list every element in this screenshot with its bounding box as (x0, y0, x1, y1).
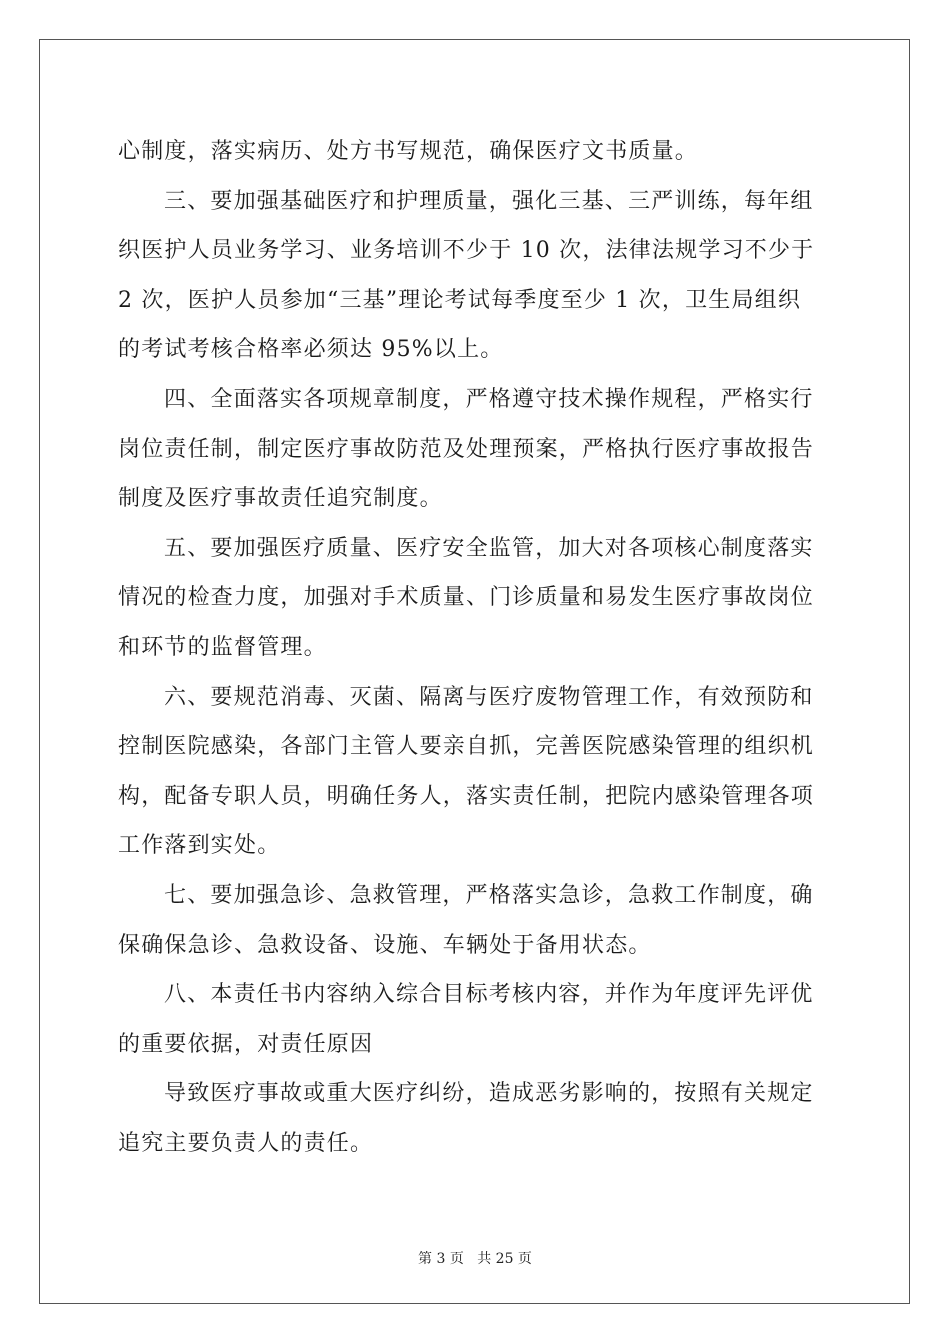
text-line: 制度及医疗事故责任追究制度。 (118, 486, 443, 512)
text-line: 六、要规范消毒、灭菌、隔离与医疗废物管理工作，有效预防和 (164, 684, 814, 710)
text-line: 的重要依据，对责任原因 (118, 1031, 374, 1057)
text-line: 四、全面落实各项规章制度，严格遵守技术操作规程，严格实行 (164, 386, 814, 412)
text-line: 工作落到实处。 (118, 833, 281, 859)
text-line: 的考试考核合格率必须达 95%以上。 (118, 337, 504, 363)
text-line: 七、要加强急诊、急救管理，严格落实急诊，急救工作制度，确 (164, 882, 814, 908)
document-body (118, 127, 832, 1168)
text-line: 追究主要负责人的责任。 (118, 1130, 374, 1156)
text-line: 情况的检查力度，加强对手术质量、门诊质量和易发生医疗事故岗位 (118, 585, 815, 611)
text-line: 导致医疗事故或重大医疗纠纷，造成恶劣影响的，按照有关规定 (164, 1081, 814, 1107)
text-line: 控制医院感染，各部门主管人要亲自抓，完善医院感染管理的组织机 (118, 734, 815, 760)
text-line: 五、要加强医疗质量、医疗安全监管，加大对各项核心制度落实 (164, 535, 814, 561)
text-line: 保确保急诊、急救设备、设施、车辆处于备用状态。 (118, 932, 652, 958)
text-line: 织医护人员业务学习、业务培训不少于 10 次，法律法规学习不少于 (118, 238, 815, 264)
page-total: 共 25 页 (477, 1251, 532, 1267)
page-footer (0, 1248, 950, 1268)
text-line: 和环节的监督管理。 (118, 634, 327, 660)
text-line: 2 次，医护人员参加“三基”理论考试每季度至少 1 次，卫生局组织 (118, 287, 802, 313)
text-line: 八、本责任书内容纳入综合目标考核内容，并作为年度评先评优 (164, 982, 814, 1008)
page-number: 第 3 页 (418, 1251, 464, 1267)
text-line: 三、要加强基础医疗和护理质量，强化三基、三严训练，每年组 (164, 188, 814, 214)
text-line: 构，配备专职人员，明确任务人，落实责任制，把院内感染管理各项 (118, 783, 815, 809)
text-line: 岗位责任制，制定医疗事故防范及处理预案，严格执行医疗事故报告 (118, 436, 815, 462)
text-line: 心制度，落实病历、处方书写规范，确保医疗文书质量。 (118, 139, 699, 164)
